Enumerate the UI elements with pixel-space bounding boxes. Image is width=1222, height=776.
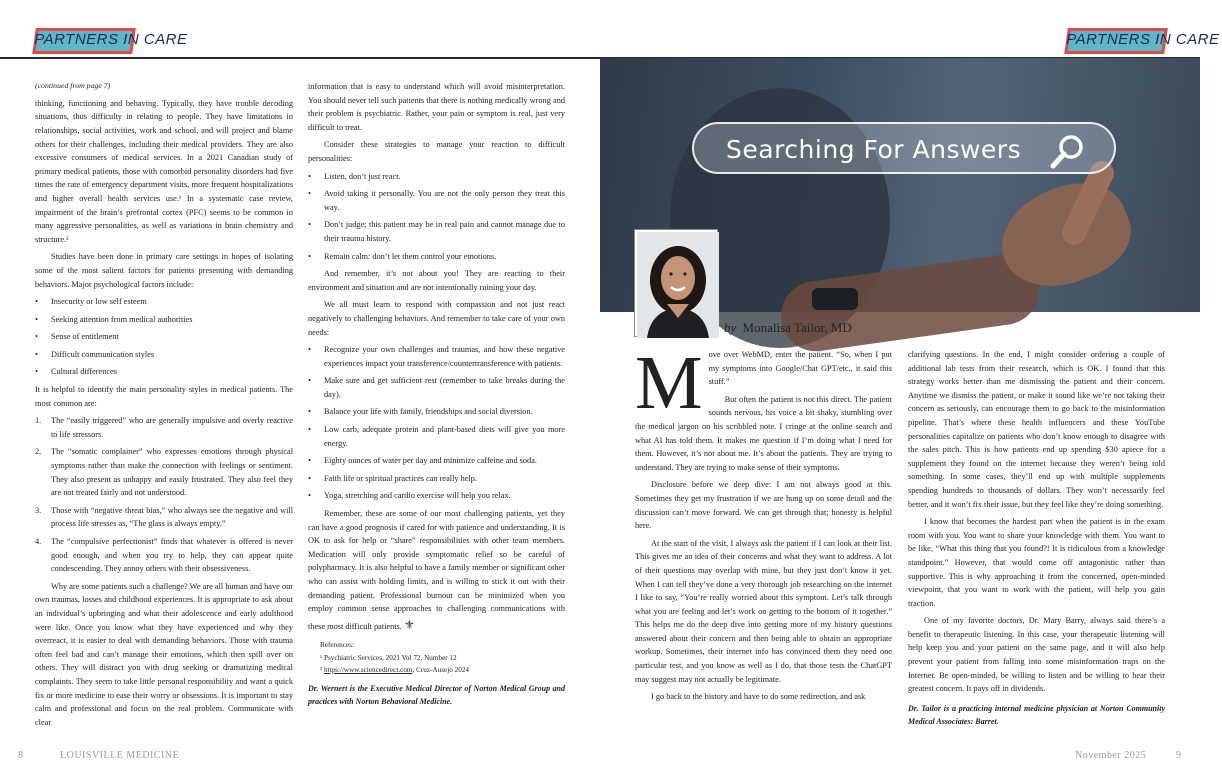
section-tag-label: PARTNERS IN CARE xyxy=(1066,31,1220,48)
list-item: • Seeking attention from medical authorities xyxy=(35,313,293,327)
search-bar-graphic xyxy=(692,122,1116,174)
needs-list xyxy=(308,343,565,503)
bullet-icon: • xyxy=(308,473,311,483)
byline-by: by xyxy=(724,320,737,335)
bullet-icon: • xyxy=(308,407,311,417)
left-article-column-2 xyxy=(308,80,565,712)
drop-cap: M xyxy=(635,341,703,425)
header-rule-left xyxy=(0,57,600,59)
list-item: 3. Those with “negative threat bias,” who always see the negative and will process life stresses as, “The glass is always empty.” xyxy=(35,505,293,529)
references xyxy=(308,639,565,676)
bullet-icon: • xyxy=(308,171,311,181)
bullet-icon: • xyxy=(308,251,311,261)
magnifier-icon xyxy=(1048,132,1088,172)
factors-list xyxy=(35,295,293,379)
bullet-icon: • xyxy=(35,332,38,342)
page-number-right: 9 xyxy=(1176,750,1182,761)
magazine-name: LOUISVILLE MEDICINE xyxy=(60,750,180,761)
author-name: Monalisa Tailor, MD xyxy=(742,320,852,335)
paragraph: And remember, it’s not about you! They are reacting to their environment and situation and are not intentionally ruining your day. xyxy=(308,269,565,292)
references-title: References: xyxy=(320,641,354,650)
reference-link[interactable]: https://www.sciencedirect.com xyxy=(323,665,413,674)
list-item: • Cultural differences xyxy=(35,365,293,379)
paragraph: Studies have been done in primary care settings in hopes of isolating some of the most salient factors for patients presenting with demanding behaviors. Major psychological factors include: xyxy=(35,252,293,289)
paragraph: But often the patient is not this direct. The patient sounds nervous, his voice a bit shaky, stumbling over the medical jargon on his scribbled note. I cringe at the online search and what AI has told them. It makes me question if I’m doing what I need for them. However, it’s not about me. It’s about the patients. They are trying to understand. They are trying to make sense of their symptoms. xyxy=(635,394,892,472)
bullet-icon: • xyxy=(308,220,311,230)
author-bio: Dr. Wernert is the Executive Medical Director of Norton Medical Group and practices with Norton Behavioral Medicine. xyxy=(308,684,565,707)
bullet-icon: • xyxy=(35,314,38,324)
list-item: • Listen, don’t just react. xyxy=(308,170,565,184)
list-item: • Don’t judge; this patient may be in real pain and cannot manage due to their trauma history. xyxy=(308,220,565,243)
bullet-icon: • xyxy=(308,189,311,199)
right-article-column-1 xyxy=(635,341,892,708)
list-item: • Balance your life with family, friendships and social diversion. xyxy=(308,405,565,419)
list-item: • Sense of entitlement xyxy=(35,330,293,344)
section-tag-right xyxy=(1064,28,1220,54)
list-item: • Yoga, stretching and cardio exercise will help you relax. xyxy=(308,489,565,503)
list-item: 2. The “somatic complainer” who expresses emotions through physical symptoms rather than make the connection with feelings or sentiment. They also present as unhappy and easily frustrated. They also feel they are not treated fairly and not understood. xyxy=(35,447,293,498)
bullet-icon: • xyxy=(308,345,311,355)
page-number-left: 8 xyxy=(18,750,24,761)
list-item: • Avoid taking it personally. You are not the only person they treat this way. xyxy=(308,189,565,212)
section-tag-label: PARTNERS IN CARE xyxy=(34,31,188,48)
bullet-icon: • xyxy=(308,456,311,466)
fleur-de-lis-icon: ⚜ xyxy=(403,617,415,632)
paragraph: Consider these strategies to manage your reaction to difficult personalities: xyxy=(308,140,565,163)
paragraph: We all must learn to respond with compassion and not just react negatively to challenging behaviors. And remember to take care of your own needs: xyxy=(308,300,565,337)
bullet-icon: • xyxy=(308,491,311,501)
bullet-icon: • xyxy=(35,297,38,307)
list-item: • Eighty ounces of water per day and minimize caffeine and soda. xyxy=(308,454,565,468)
left-article-column-1 xyxy=(35,80,293,733)
strategies-list xyxy=(308,170,565,264)
list-item: • Low carb, adequate protein and plant-based diets will give you more energy. xyxy=(308,425,565,448)
list-item: • Faith life or spiritual practices can really help. xyxy=(308,472,565,486)
bullet-icon: • xyxy=(308,425,311,435)
list-item: • Insecurity or low self esteem xyxy=(35,295,293,309)
paragraph: It is helpful to identify the main personality styles in medical patients. The most common are: xyxy=(35,385,293,408)
list-item: • Difficult communication styles xyxy=(35,348,293,362)
continued-note: (continued from page 7) xyxy=(35,81,111,90)
list-item: • Remain calm: don’t let them control your emotions. xyxy=(308,250,565,264)
byline xyxy=(724,320,852,336)
right-article-column-2 xyxy=(908,348,1165,732)
paragraph: clarifying questions. In the end, I might consider ordering a couple of additional lab tests from their research, which is OK. I found that this strategy works better than me dismissing the patient and their concern. Anytime we dismiss the patient, or make it sound like we’re not taking their concern as seriously, can encourage them to go back to the misinformation pipeline. That’s where these health influencers and these YouTube personalities capitalize on patients who don’t know enough to disagree with the sales pitch. This is how patients end up spending $30 apiece for a supplement they found on the internet because they weren’t being told something. In some cases, they’ll end up with multiple supplements spending hundreds to thousands of dollars. They won’t necessarily feel better, and it won’t fix their issue, but they feel like they’re doing something. xyxy=(908,350,1165,509)
section-tag-left xyxy=(32,28,188,54)
list-item: • Make sure and get sufficient rest (remember to take breaks during the day). xyxy=(308,376,565,399)
bullet-icon: • xyxy=(35,367,38,377)
list-item: • Recognize your own challenges and traumas, and how these negative experiences impact your transference/countertransference with patients. xyxy=(308,345,565,368)
paragraph: Remember, these are some of our most challenging patients, yet they can have a good prognosis if cared for with patience and understanding. It is OK to ask for help or “share” responsibilities with other team members. Medication will only provide symptomatic relief so be careful of polypharmacy. It is also helpful to have a family member or significant other who can assist with holding limits, and is willing to stick it out with their demanding patient. Professional burnout can be minimized when you employ common sense approaches to challenging communications with these most difficult patients. ⚜ xyxy=(308,509,565,632)
reference-item: ¹ Psychiatric Services, 2021 Vol 72, Number 12 xyxy=(320,653,457,662)
paragraph: I go back to the history and have to do some redirection, and ask xyxy=(651,692,866,702)
paragraph: One of my favorite doctors, Dr. Mary Barry, always said there’s a benefit to therapeutic listening. In this case, your therapeutic listening will help keep you and your patient on the same page, and it will also help prevent your patient from falling into some misinformation traps on the Internet. Be open-minded, be willing to listen and be willing to hear their greatest concern. It pays off in dividends. xyxy=(908,616,1165,694)
paragraph: ove over WebMD, enter the patient. “So, when I put my symptoms into Google/Chat GPT/etc., it said this stuff.” xyxy=(708,350,892,387)
paragraph: Why are some patients such a challenge? We are all human and have our own traumas, losses and childhood experiences. It is appropriate to ask about an individual’s upbringing and what their adolescence and early adulthood were like. Once you know what they have experienced and why they overreact, it is easier to deal with demanding behaviors. Those with trauma often feel bad and can’t manage their emotions, which then spill over on others. They will distract you with drug seeking or dramatizing medical complaints. They seem to take little personal responsibility and want a quick fix or more medicine to ease their worry or obsessions. It is important to stay calm and professional and focus on the real problem. Communicate with clear xyxy=(35,581,293,727)
portrait-image xyxy=(637,232,719,338)
list-item: 1. The “easily triggered” who are generally impulsive and overly reactive to life stressors. xyxy=(35,416,293,439)
author-portrait xyxy=(635,230,717,336)
issue-date: November 2025 xyxy=(1075,750,1147,761)
paragraph: thinking, functioning and behaving. Typically, they have trouble decoding situations, thus difficulty in relating to people. They have limitations in relationships, social activities, work and school, and will project and blame others for their challenges, including their medical providers. They are also excessive consumers of medical services. In a 2021 Canadian study of primary medical patients, those with comorbid personality disorders had five times the rate of emergency department visits, more frequent hospitalizations and higher overall health services use.¹ In a systematic case review, impairment of the brain’s prefrontal cortex (PFC) seems to be common in many aggressive personalities, as well as variations in brain chemistry and structure.² xyxy=(35,98,293,244)
hero-title: Searching For Answers xyxy=(726,135,1022,164)
paragraph: I know that becomes the hardest part when the patient is in the exam room with you. You want to share your knowledge with them. You want to be like, “What this thing that you found?! It is ridiculous from a knowledge standpoint.” However, that would come off antagonistic rather than supportive. This is why approaching it from the concerned, open-minded viewpoint, that you want to work with the patient, will help you gain traction. xyxy=(908,517,1165,608)
author-bio: Dr. Tailor is a practicing internal medicine physician at Norton Community Medical Associates: Barret. xyxy=(908,703,1165,726)
watch-icon xyxy=(812,288,858,310)
bullet-icon: • xyxy=(308,376,311,386)
bullet-icon: • xyxy=(35,349,38,359)
list-item: 4. The “compulsive perfectionist” finds that whatever is offered is never good enough, and when you try to help, they can appear quite condescending. They annoy others with their obsessiveness. xyxy=(35,537,293,574)
paragraph: Disclosure before we deep dive: I am not always good at this. Sometimes they get my frustration if we are hung up on some detail and the discussion can’t move forward. We can get through that; honesty is helpful here. xyxy=(635,480,892,531)
paragraph: information that is easy to understand which will avoid misinterpretation. You should never tell such patients that there is nothing medically wrong and their problem is psychiatric. Rather, your pain or symptom is real, just very difficult to treat. xyxy=(308,82,565,132)
styles-list xyxy=(35,414,293,576)
reference-item: ² https://www.sciencedirect.com, Cruz-Ausejo 2024 xyxy=(320,665,470,674)
paragraph: At the start of the visit, I always ask the patient if I can look at their list. This gives me an idea of their concerns and what they want to address. A lot of their questions may overlap with mine, but they just don’t know it yet. When I can tell they’ve done a very thorough job researching on the internet I like to say, “You’re really worried about this symptom. Let’s talk through what you are feeling and let’s work on getting to the bottom of it together.” This helps me do the deep dive into getting more of my history questions answered about their concern and then being able to obtain an appropriate workup. Sometimes, their internet info has convinced them they need one particular test, and you know as well as I do, that those tests the ChatGPT may suggest may not actually be legitimate. xyxy=(635,538,892,684)
